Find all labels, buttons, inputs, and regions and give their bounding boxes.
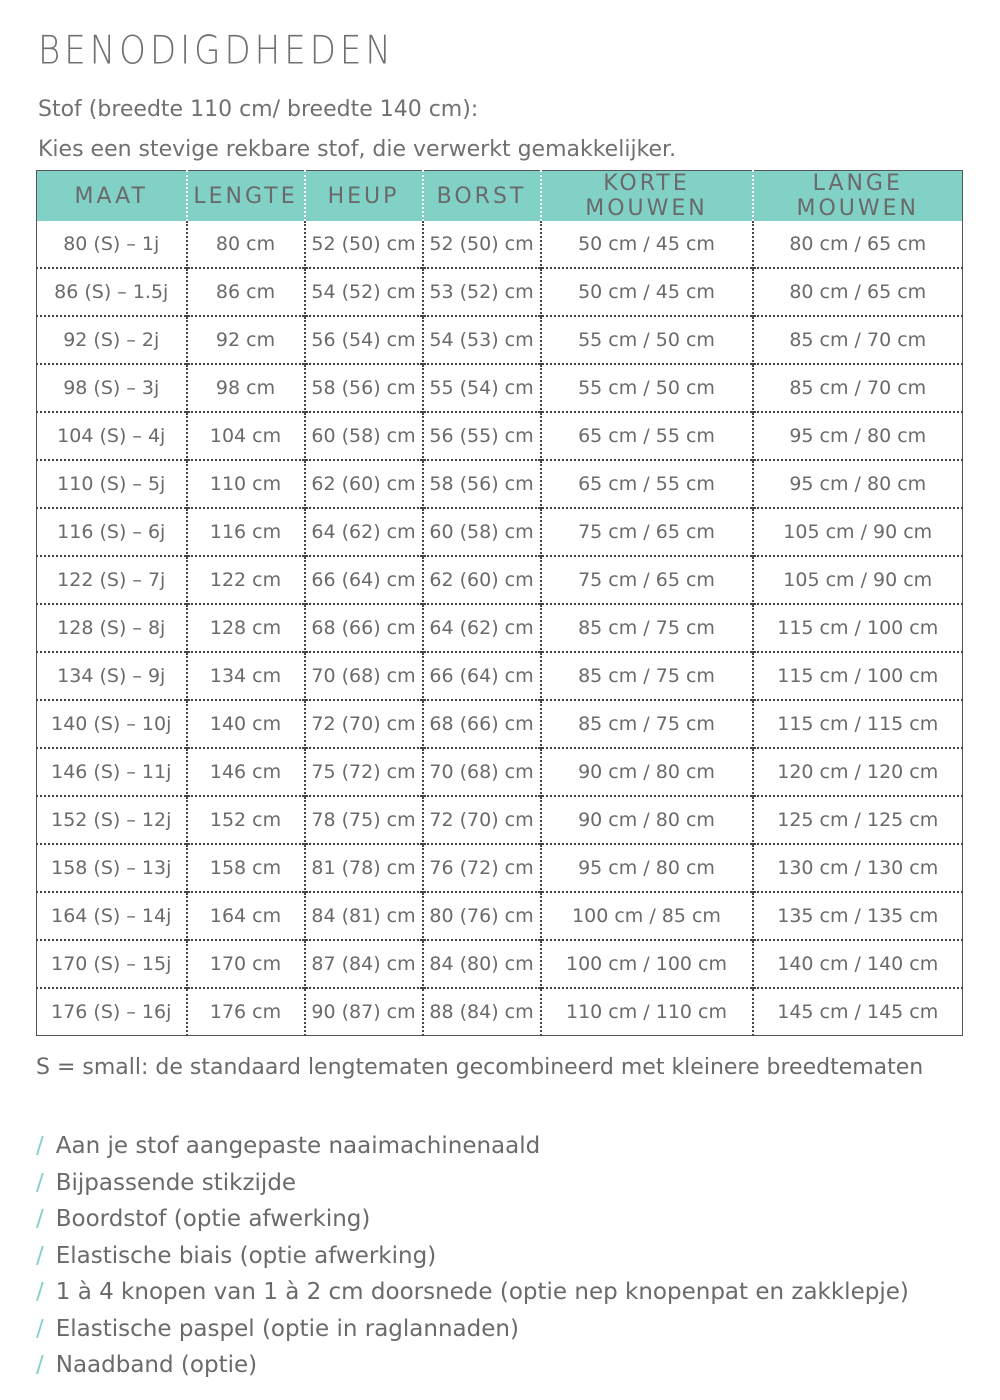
table-cell: 68 (66) cm bbox=[305, 604, 423, 652]
table-cell: 86 (S) – 1.5j bbox=[37, 268, 187, 316]
column-header: KORTE MOUWEN bbox=[541, 171, 753, 222]
slash-bullet: / bbox=[36, 1352, 44, 1378]
table-cell: 130 cm / 130 cm bbox=[753, 844, 963, 892]
table-cell: 116 cm bbox=[187, 508, 305, 556]
table-row bbox=[37, 796, 963, 844]
table-cell: 158 cm bbox=[187, 844, 305, 892]
table-row bbox=[37, 268, 963, 316]
table-cell: 140 cm bbox=[187, 700, 305, 748]
table-cell: 85 cm / 70 cm bbox=[753, 364, 963, 412]
table-row bbox=[37, 508, 963, 556]
table-cell: 58 (56) cm bbox=[423, 460, 541, 508]
size-table-header bbox=[37, 171, 963, 222]
table-cell: 76 (72) cm bbox=[423, 844, 541, 892]
table-cell: 80 (S) – 1j bbox=[63, 233, 160, 255]
table-cell: 146 cm bbox=[187, 748, 305, 796]
list-item bbox=[36, 1165, 909, 1202]
table-cell: 152 (S) – 12j bbox=[37, 796, 187, 844]
table-row bbox=[37, 221, 963, 268]
table-cell: 85 cm / 75 cm bbox=[541, 604, 753, 652]
table-row bbox=[37, 700, 963, 748]
slash-bullet: / bbox=[36, 1133, 44, 1159]
table-cell: 95 cm / 80 cm bbox=[753, 460, 963, 508]
table-cell: 84 (80) cm bbox=[423, 940, 541, 988]
table-cell: 104 cm bbox=[187, 412, 305, 460]
table-cell: 92 (S) – 2j bbox=[37, 316, 187, 364]
table-cell: 146 (S) – 11j bbox=[37, 748, 187, 796]
table-cell: 50 cm / 45 cm bbox=[541, 268, 753, 316]
table-cell: 98 cm bbox=[187, 364, 305, 412]
table-cell: 72 (70) cm bbox=[305, 700, 423, 748]
table-cell: 84 (81) cm bbox=[305, 892, 423, 940]
table-cell: 80 cm / 65 cm bbox=[753, 221, 963, 268]
table-cell: 90 cm / 80 cm bbox=[541, 748, 753, 796]
table-cell: 85 cm / 75 cm bbox=[541, 700, 753, 748]
table-cell: 80 (76) cm bbox=[423, 892, 541, 940]
table-cell: 62 (60) cm bbox=[305, 460, 423, 508]
list-item bbox=[36, 1347, 909, 1384]
table-cell: 90 cm / 80 cm bbox=[541, 796, 753, 844]
table-cell: 87 (84) cm bbox=[305, 940, 423, 988]
list-item bbox=[36, 1274, 909, 1311]
table-cell: 65 cm / 55 cm bbox=[541, 460, 753, 508]
table-cell: 62 (60) cm bbox=[423, 556, 541, 604]
table-cell: 72 (70) cm bbox=[423, 796, 541, 844]
table-cell: 50 cm / 45 cm bbox=[541, 221, 753, 268]
table-row bbox=[37, 748, 963, 796]
table-cell: 92 cm bbox=[187, 316, 305, 364]
table-row bbox=[37, 364, 963, 412]
table-cell: 140 (S) – 10j bbox=[37, 700, 187, 748]
table-cell: 66 (64) cm bbox=[305, 556, 423, 604]
table-cell: 54 (52) cm bbox=[305, 268, 423, 316]
table-cell: 86 cm bbox=[187, 268, 305, 316]
list-item-text: Elastische paspel (optie in raglannaden) bbox=[55, 1315, 519, 1342]
table-cell: 56 (55) cm bbox=[423, 412, 541, 460]
table-cell: 164 (S) – 14j bbox=[37, 892, 187, 940]
table-cell: 110 cm bbox=[187, 460, 305, 508]
table-cell: 58 (56) cm bbox=[305, 364, 423, 412]
table-row bbox=[37, 316, 963, 364]
column-header: BORST bbox=[423, 171, 541, 222]
table-cell: 85 cm / 70 cm bbox=[753, 316, 963, 364]
list-item-text: Bijpassende stikzijde bbox=[55, 1169, 297, 1196]
table-cell: 75 cm / 65 cm bbox=[541, 508, 753, 556]
list-item-text: Aan je stof aangepaste naaimachinenaald bbox=[55, 1133, 541, 1159]
table-cell: 145 cm / 145 cm bbox=[753, 988, 963, 1036]
slash-bullet: / bbox=[36, 1315, 44, 1342]
table-cell: 128 cm bbox=[187, 604, 305, 652]
table-cell: 81 (78) cm bbox=[305, 844, 423, 892]
table-cell: 100 cm / 85 cm bbox=[541, 892, 753, 940]
table-cell: 52 (50) cm bbox=[423, 221, 541, 268]
table-cell: 152 cm bbox=[187, 796, 305, 844]
table-cell: 120 cm / 120 cm bbox=[753, 748, 963, 796]
column-header: HEUP bbox=[305, 171, 423, 222]
table-cell: 164 cm bbox=[187, 892, 305, 940]
table-cell: 75 cm / 65 cm bbox=[541, 556, 753, 604]
table-cell: 122 (S) – 7j bbox=[37, 556, 187, 604]
fabric-advice-line: Kies een stevige rekbare stof, die verwerkt gemakkelijker. bbox=[38, 137, 677, 162]
table-cell: 54 (53) cm bbox=[423, 316, 541, 364]
table-cell: 55 cm / 50 cm bbox=[541, 364, 753, 412]
table-cell: 66 (64) cm bbox=[423, 652, 541, 700]
table-cell: 70 (68) cm bbox=[305, 652, 423, 700]
table-cell: 88 (84) cm bbox=[423, 988, 541, 1036]
slash-bullet: / bbox=[36, 1242, 44, 1269]
table-cell: 53 (52) cm bbox=[423, 268, 541, 316]
table-cell: 140 cm / 140 cm bbox=[753, 940, 963, 988]
table-cell: 52 (50) cm bbox=[305, 221, 423, 268]
table-cell: 100 cm / 100 cm bbox=[541, 940, 753, 988]
table-cell: 134 cm bbox=[187, 652, 305, 700]
table-cell: 98 (S) – 3j bbox=[37, 364, 187, 412]
table-cell: 134 (S) – 9j bbox=[37, 652, 187, 700]
table-cell: 105 cm / 90 cm bbox=[753, 508, 963, 556]
table-cell: 70 (68) cm bbox=[423, 748, 541, 796]
size-table bbox=[36, 170, 963, 1036]
table-cell: 60 (58) cm bbox=[423, 508, 541, 556]
table-cell: 68 (66) cm bbox=[423, 700, 541, 748]
header-row bbox=[37, 171, 963, 222]
column-header: MAAT bbox=[37, 171, 187, 222]
table-cell: 64 (62) cm bbox=[305, 508, 423, 556]
table-cell: 158 (S) – 13j bbox=[37, 844, 187, 892]
table-cell: 176 (S) – 16j bbox=[37, 988, 187, 1036]
fabric-width-line: Stof (breedte 110 cm/ breedte 140 cm): bbox=[38, 97, 479, 122]
table-cell: 115 cm / 100 cm bbox=[753, 604, 963, 652]
table-cell: 65 cm / 55 cm bbox=[541, 412, 753, 460]
table-row bbox=[37, 892, 963, 940]
slash-bullet: / bbox=[36, 1169, 44, 1196]
table-cell: 56 (54) cm bbox=[305, 316, 423, 364]
table-row bbox=[37, 604, 963, 652]
slash-bullet: / bbox=[36, 1279, 44, 1305]
size-table-body bbox=[37, 221, 963, 1036]
table-cell: 95 cm / 80 cm bbox=[753, 412, 963, 460]
table-cell: 80 cm bbox=[187, 221, 305, 268]
list-item bbox=[36, 1128, 909, 1165]
slash-bullet: / bbox=[36, 1206, 44, 1232]
table-cell: 85 cm / 75 cm bbox=[541, 652, 753, 700]
table-cell: 104 (S) – 4j bbox=[37, 412, 187, 460]
table-cell: 90 (87) cm bbox=[305, 988, 423, 1036]
table-cell: 105 cm / 90 cm bbox=[753, 556, 963, 604]
table-cell: 78 (75) cm bbox=[305, 796, 423, 844]
table-cell: 176 cm bbox=[187, 988, 305, 1036]
size-note: S = small: de standaard lengtematen gecombineerd met kleinere breedtematen bbox=[36, 1055, 924, 1080]
table-cell: 135 cm / 135 cm bbox=[753, 892, 963, 940]
column-header: LENGTE bbox=[187, 171, 305, 222]
table-cell: 115 cm / 100 cm bbox=[753, 652, 963, 700]
list-item bbox=[36, 1311, 909, 1348]
table-cell: 64 (62) cm bbox=[423, 604, 541, 652]
table-cell: 128 (S) – 8j bbox=[37, 604, 187, 652]
table-cell: 55 cm / 50 cm bbox=[541, 316, 753, 364]
table-row bbox=[37, 844, 963, 892]
table-cell: 75 (72) cm bbox=[305, 748, 423, 796]
table-cell: 110 cm / 110 cm bbox=[541, 988, 753, 1036]
column-header: LANGE MOUWEN bbox=[753, 171, 963, 222]
page-title: BENODIGDHEDEN bbox=[38, 28, 395, 74]
table-cell: 110 (S) – 5j bbox=[37, 460, 187, 508]
table-row bbox=[37, 460, 963, 508]
list-item-text: 1 à 4 knopen van 1 à 2 cm doorsnede (optie nep knopenpat en zakklepje) bbox=[55, 1279, 909, 1305]
table-cell: 115 cm / 115 cm bbox=[753, 700, 963, 748]
table-cell: 170 cm bbox=[187, 940, 305, 988]
list-item-text: Boordstof (optie afwerking) bbox=[55, 1206, 371, 1232]
table-cell: 116 (S) – 6j bbox=[37, 508, 187, 556]
table-row bbox=[37, 556, 963, 604]
list-item-text: Naadband (optie) bbox=[55, 1352, 258, 1378]
table-cell: 122 cm bbox=[187, 556, 305, 604]
table-cell: 60 (58) cm bbox=[305, 412, 423, 460]
table-row bbox=[37, 652, 963, 700]
table-row bbox=[37, 412, 963, 460]
table-row bbox=[37, 988, 963, 1036]
table-cell: 80 cm / 65 cm bbox=[753, 268, 963, 316]
table-cell: 95 cm / 80 cm bbox=[541, 844, 753, 892]
table-cell: 125 cm / 125 cm bbox=[753, 796, 963, 844]
table-row bbox=[37, 940, 963, 988]
supplies-list bbox=[36, 1128, 909, 1384]
list-item-text: Elastische biais (optie afwerking) bbox=[55, 1242, 437, 1269]
table-cell: 170 (S) – 15j bbox=[37, 940, 187, 988]
list-item bbox=[36, 1201, 909, 1238]
table-cell: 55 (54) cm bbox=[423, 364, 541, 412]
list-item bbox=[36, 1238, 909, 1275]
